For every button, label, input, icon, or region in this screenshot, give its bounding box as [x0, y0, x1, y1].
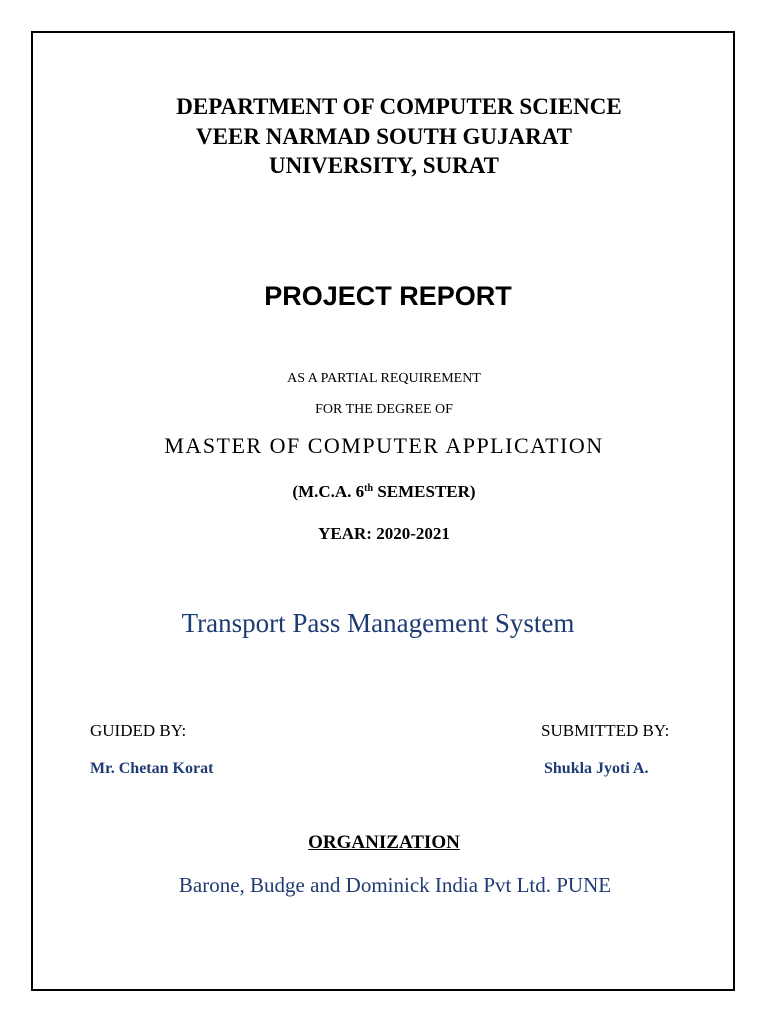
guided-by-label: GUIDED BY:	[90, 721, 187, 740]
project-title: Transport Pass Management System	[181, 608, 575, 638]
semester-ordinal-suffix: th	[364, 483, 374, 494]
university-city-line: UNIVERSITY, SURAT	[268, 153, 500, 178]
semester-rest: SEMESTER)	[373, 482, 476, 501]
academic-year: YEAR: 2020-2021	[318, 524, 450, 543]
department-line: DEPARTMENT OF COMPUTER SCIENCE	[176, 94, 622, 119]
submitted-by-label: SUBMITTED BY:	[541, 721, 670, 740]
requirement-line-2: FOR THE DEGREE OF	[315, 402, 453, 417]
university-line: VEER NARMAD SOUTH GUJARAT	[196, 123, 572, 149]
organization-heading: ORGANIZATION	[308, 832, 460, 853]
degree-title: MASTER OF COMPUTER APPLICATION	[164, 433, 604, 458]
guide-name: Mr. Chetan Korat	[90, 760, 214, 777]
semester-prefix: (M.C.A. 6	[292, 482, 365, 501]
requirement-line-1: AS A PARTIAL REQUIREMENT	[287, 371, 481, 386]
submitter-name: Shukla Jyoti A.	[544, 760, 649, 777]
report-heading: PROJECT REPORT	[264, 281, 512, 311]
organization-name: Barone, Budge and Dominick India Pvt Ltd. PUNE	[178, 873, 612, 897]
department-heading	[0, 92, 768, 181]
semester-line	[0, 481, 768, 503]
